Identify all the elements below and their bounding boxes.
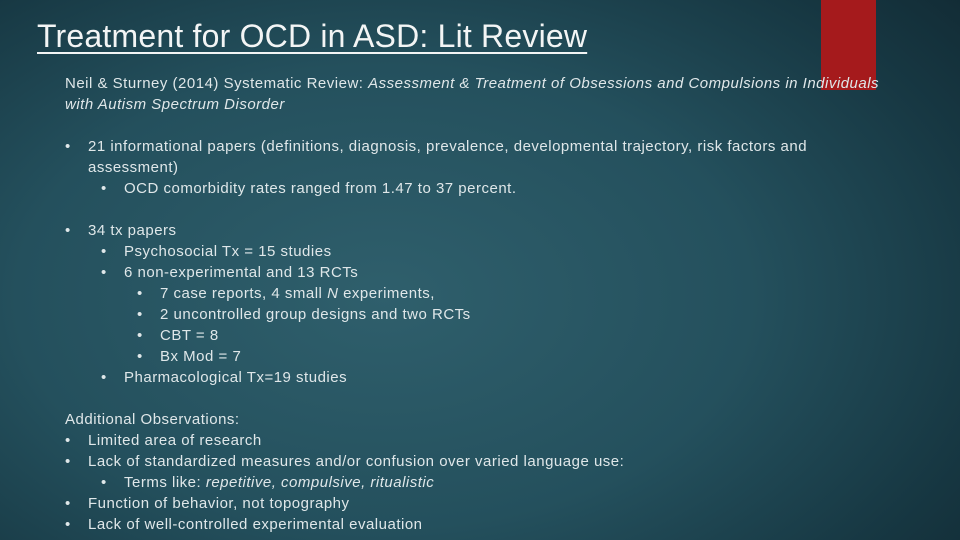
list-item: • 21 informational papers (definitions, diagnosis, prevalence, developmental trajectory, risk factors and assessment) (65, 136, 885, 178)
list-item: • Function of behavior, not topography (65, 493, 885, 514)
list-item: • CBT = 8 (65, 325, 885, 346)
slide-content (65, 73, 885, 535)
observations-heading: Additional Observations: (65, 411, 240, 428)
list-item: • 7 case reports, 4 small N experiments, (65, 283, 885, 304)
list-item: • Limited area of research (65, 430, 885, 451)
informational-papers-list (65, 136, 885, 199)
list-item: • 2 uncontrolled group designs and two RCTs (65, 304, 885, 325)
list-item: • 34 tx papers (65, 220, 885, 241)
list-item: • OCD comorbidity rates ranged from 1.47 to 37 percent. (65, 178, 885, 199)
list-item: • Psychosocial Tx = 15 studies (65, 241, 885, 262)
reference-authors: Neil & Sturney (2014) Systematic Review: (65, 75, 369, 92)
list-item: • 6 non-experimental and 13 RCTs (65, 262, 885, 283)
observations-list (65, 430, 885, 535)
list-item: • Bx Mod = 7 (65, 346, 885, 367)
list-item: • Lack of well-controlled experimental evaluation (65, 514, 885, 535)
slide-title: Treatment for OCD in ASD: Lit Review (37, 18, 588, 54)
reference-work-title: Assessment & Treatment of Obsessions and Compulsions in Individuals with Autism Spectrum Disorder (65, 75, 880, 113)
treatment-papers-list (65, 220, 885, 388)
list-item: • Terms like: repetitive, compulsive, ritualistic (65, 472, 885, 493)
list-item: • Pharmacological Tx=19 studies (65, 367, 885, 388)
reference-citation (65, 73, 885, 115)
list-item: • Lack of standardized measures and/or confusion over varied language use: (65, 451, 885, 472)
